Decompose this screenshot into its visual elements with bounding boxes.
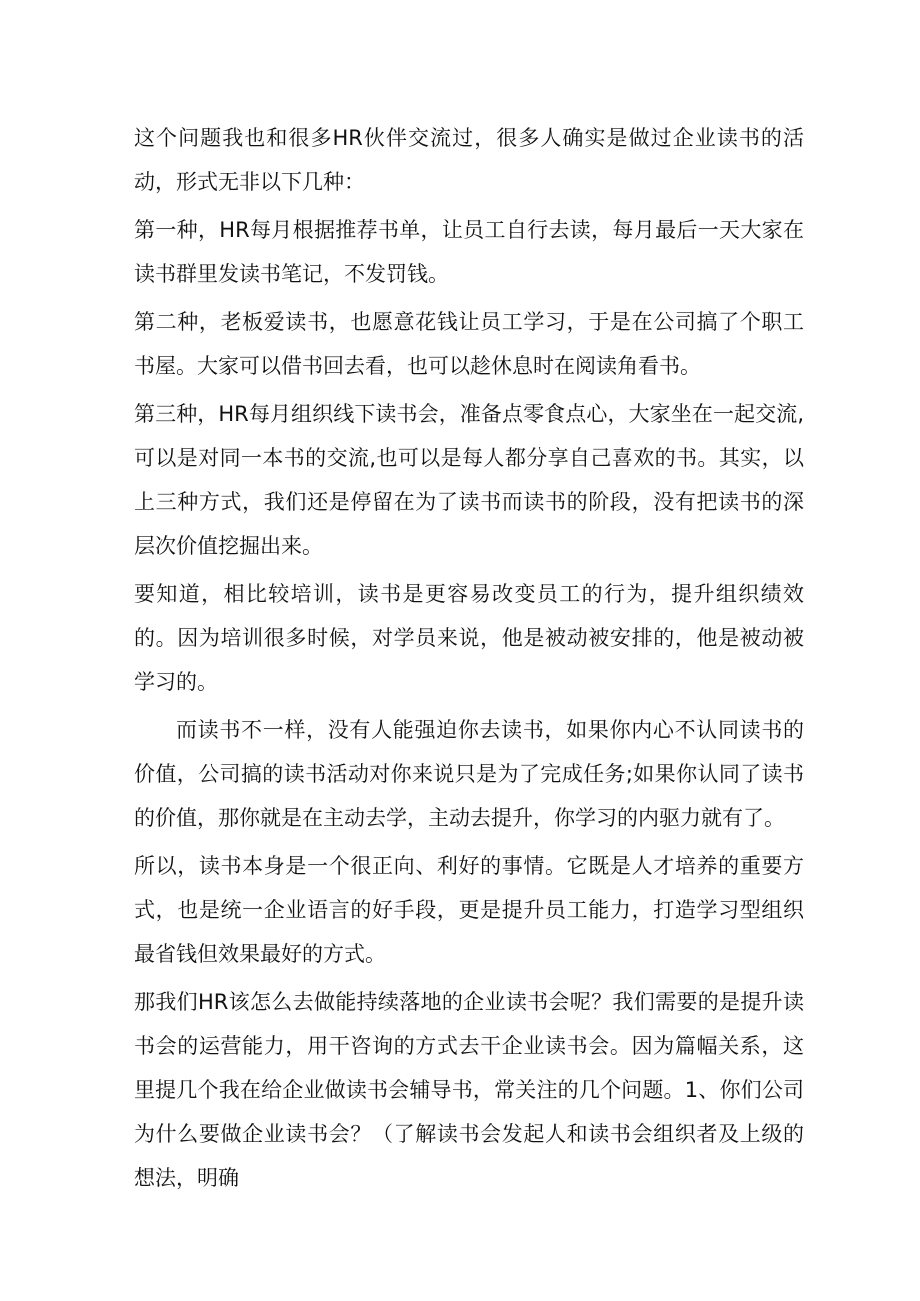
paragraph-method-three: 第三种，HR每月组织线下读书会，准备点零食点心，大家坐在一起交流,可以是对同一本书的交流,也可以是每人都分享自己喜欢的书。其实，以上三种方式，我们还是停留在为了读书而读书的阶段，没有把读书的深层次价值挖掘出来。 [134,402,804,558]
paragraph-how-to-run-book-club: 那我们HR该怎么去做能持续落地的企业读书会呢？我们需要的是提升读书会的运营能力，用干咨询的方式去干企业读书会。因为篇幅关系，这里提几个我在给企业做读书会辅导书，常关注的几个问题。1、你们公司为什么要做企业读书会？（了解读书会发起人和读书会组织者及上级的想法，明确 [134,990,804,1190]
paragraph-reading-value: 所以，读书本身是一个很正向、利好的事情。它既是人才培养的重要方式，也是统一企业语言的好手段，更是提升员工能力，打造学习型组织最省钱但效果最好的方式。 [134,854,804,966]
paragraph-method-one: 第一种，HR每月根据推荐书单，让员工自行去读，每月最后一天大家在读书群里发读书笔记，不发罚钱。 [134,218,804,286]
document-body [134,116,804,1200]
paragraph-method-two: 第二种，老板爱读书，也愿意花钱让员工学习，于是在公司搞了个职工书屋。大家可以借书回去看，也可以趁休息时在阅读角看书。 [134,310,804,378]
paragraph-reading-motivation: 而读书不一样，没有人能强迫你去读书，如果你内心不认同读书的价值，公司搞的读书活动对你来说只是为了完成任务;如果你认同了读书的价值，那你就是在主动去学，主动去提升，你学习的内驱力就有了。 [134,718,804,830]
paragraph-intro: 这个问题我也和很多HR伙伴交流过，很多人确实是做过企业读书的活动，形式无非以下几种： [134,126,804,194]
paragraph-reading-vs-training: 要知道，相比较培训，读书是更容易改变员工的行为，提升组织绩效的。因为培训很多时候，对学员来说，他是被动被安排的，他是被动被学习的。 [134,582,804,694]
